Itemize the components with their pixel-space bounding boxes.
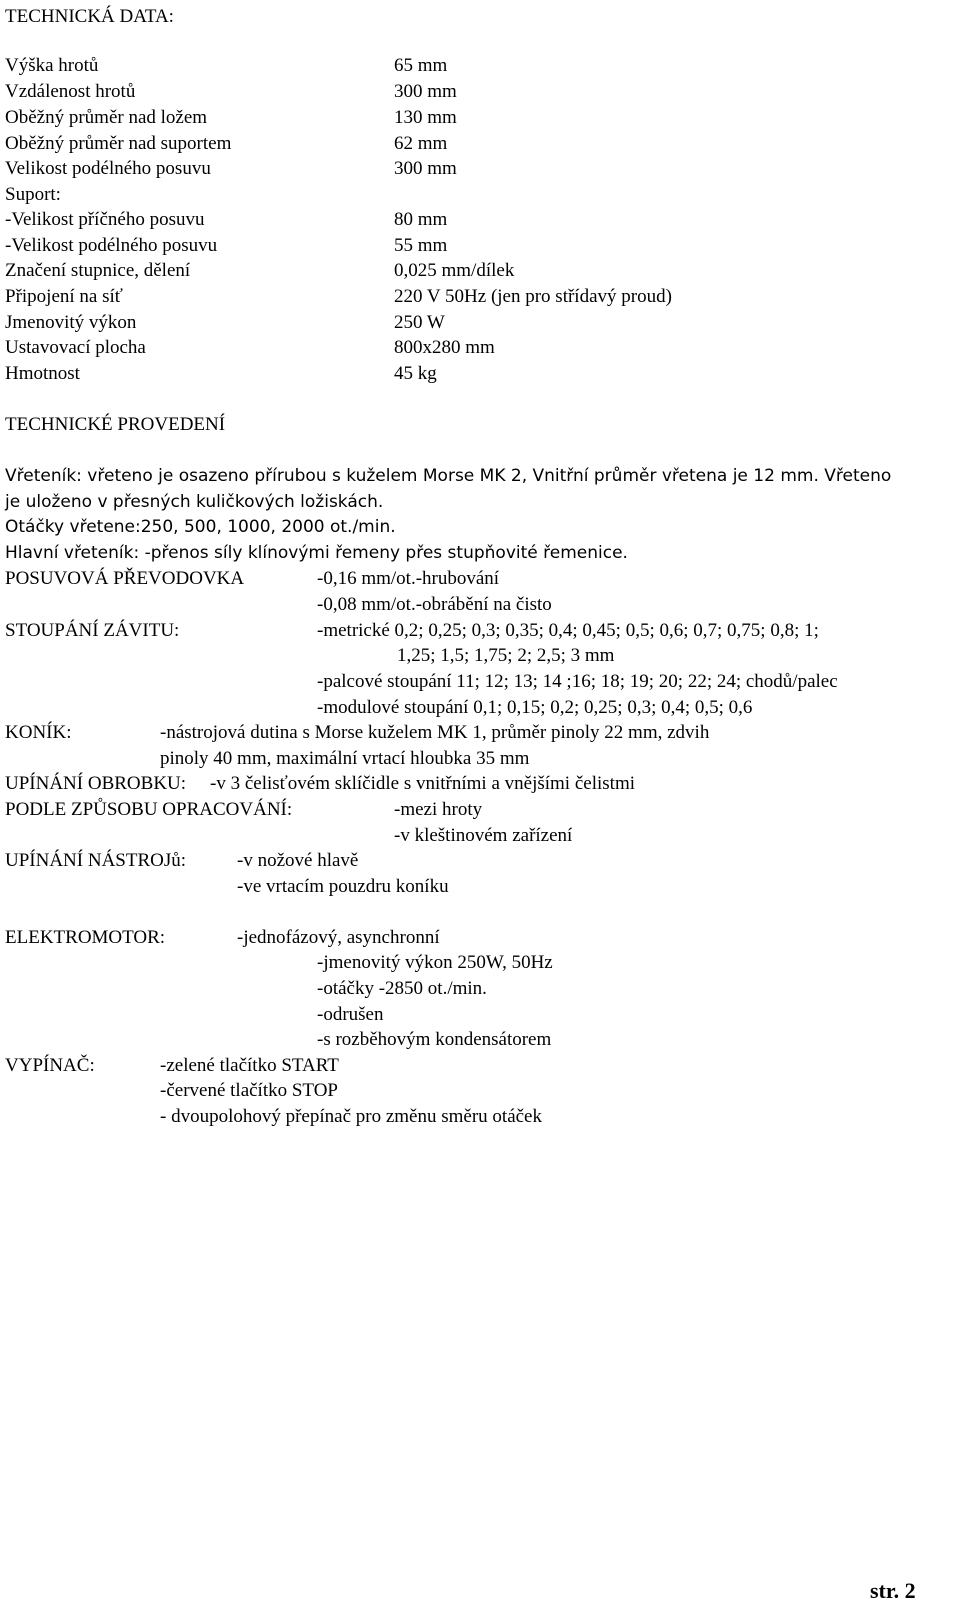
spec-value: 250 W [394, 312, 445, 333]
provedeni-line: Vřeteník: vřeteno je osazeno přírubou s kuželem Morse MK 2, Vnitřní průměr vřetena je 12 mm. Vřeteno [5, 466, 892, 486]
page-number: str. 2 [870, 1578, 916, 1603]
spec-value: 80 mm [394, 209, 448, 230]
upinani-obrobku-label: UPÍNÁNÍ OBROBKU: [5, 773, 187, 794]
spec-value: 0,025 mm/dílek [394, 260, 515, 281]
spec-label: Hmotnost [5, 363, 80, 384]
upinani-nastroju-value: -ve vrtacím pouzdru koníku [237, 876, 449, 897]
vypinac-label: VYPÍNAČ: [5, 1055, 95, 1076]
podle-value: -mezi hroty [394, 799, 483, 820]
spec-value: 300 mm [394, 81, 457, 102]
elektromotor-value: -jednofázový, asynchronní [237, 927, 440, 948]
spec-label: Jmenovitý výkon [5, 312, 137, 333]
spec-label: Výška hrotů [5, 55, 99, 76]
stoupani-value: 1,25; 1,5; 1,75; 2; 2,5; 3 mm [397, 645, 615, 666]
elektromotor-value: -jmenovitý výkon 250W, 50Hz [317, 952, 553, 973]
konik-value: pinoly 40 mm, maximální vrtací hloubka 35 mm [160, 748, 530, 769]
spec-value: 65 mm [394, 55, 448, 76]
spec-label: Oběžný průměr nad suportem [5, 133, 232, 154]
elektromotor-value: -s rozběhovým kondensátorem [317, 1029, 552, 1050]
elektromotor-label: ELEKTROMOTOR: [5, 927, 166, 948]
spec-value: 45 kg [394, 363, 437, 384]
konik-label: KONÍK: [5, 722, 72, 743]
stoupani-value: -palcové stoupání 11; 12; 13; 14 ;16; 18; 19; 20; 22; 24; chodů/palec [317, 671, 838, 692]
stoupani-value: -metrické 0,2; 0,25; 0,3; 0,35; 0,4; 0,45; 0,5; 0,6; 0,7; 0,75; 0,8; 1; [317, 620, 819, 641]
spec-value: 62 mm [394, 133, 448, 154]
stoupani-label: STOUPÁNÍ ZÁVITU: [5, 620, 180, 641]
posuvova-value: -0,16 mm/ot.-hrubování [317, 568, 500, 589]
vypinac-value: -červené tlačítko STOP [160, 1080, 338, 1101]
spec-value: 55 mm [394, 235, 448, 256]
vypinac-value: - dvoupolohový přepínač pro změnu směru otáček [160, 1106, 542, 1127]
upinani-nastroju-label: UPÍNÁNÍ NÁSTROJů: [5, 850, 187, 871]
vypinac-value: -zelené tlačítko START [160, 1055, 339, 1076]
section-title-provedeni: TECHNICKÉ PROVEDENÍ [5, 414, 226, 435]
podle-value: -v kleštinovém zařízení [394, 825, 573, 846]
spec-value: 300 mm [394, 158, 457, 179]
spec-label: -Velikost příčného posuvu [5, 209, 205, 230]
spec-label: Značení stupnice, dělení [5, 260, 191, 281]
posuvova-label: POSUVOVÁ PŘEVODOVKA [5, 568, 245, 589]
page-title: TECHNICKÁ DATA: [5, 6, 174, 27]
upinani-nastroju-value: -v nožové hlavě [237, 850, 359, 871]
podle-label: PODLE ZPŮSOBU OPRACOVÁNÍ: [5, 799, 293, 820]
spec-label: -Velikost podélného posuvu [5, 235, 218, 256]
spec-label: Vzdálenost hrotů [5, 81, 136, 102]
provedeni-line: Hlavní vřeteník: -přenos síly klínovými řemeny přes stupňovité řemenice. [5, 543, 628, 563]
spec-value: 130 mm [394, 107, 457, 128]
konik-value: -nástrojová dutina s Morse kuželem MK 1, průměr pinoly 22 mm, zdvih [160, 722, 710, 743]
spec-label: Připojení na síť [5, 286, 123, 307]
elektromotor-value: -otáčky -2850 ot./min. [317, 978, 487, 999]
posuvova-value: -0,08 mm/ot.-obrábění na čisto [317, 594, 552, 615]
elektromotor-value: -odrušen [317, 1004, 384, 1025]
spec-value: 220 V 50Hz (jen pro střídavý proud) [394, 286, 672, 307]
provedeni-line: Otáčky vřetene:250, 500, 1000, 2000 ot./min. [5, 517, 396, 537]
spec-label: Ustavovací plocha [5, 337, 146, 358]
upinani-obrobku-value: -v 3 čelisťovém sklíčidle s vnitřními a vnějšími čelistmi [210, 773, 635, 794]
spec-label: Velikost podélného posuvu [5, 158, 211, 179]
provedeni-line: je uloženo v přesných kuličkových ložiskách. [5, 492, 384, 512]
spec-value: 800x280 mm [394, 337, 495, 358]
spec-label: Oběžný průměr nad ložem [5, 107, 208, 128]
spec-label: Suport: [5, 184, 61, 205]
stoupani-value: -modulové stoupání 0,1; 0,15; 0,2; 0,25; 0,3; 0,4; 0,5; 0,6 [317, 697, 753, 718]
